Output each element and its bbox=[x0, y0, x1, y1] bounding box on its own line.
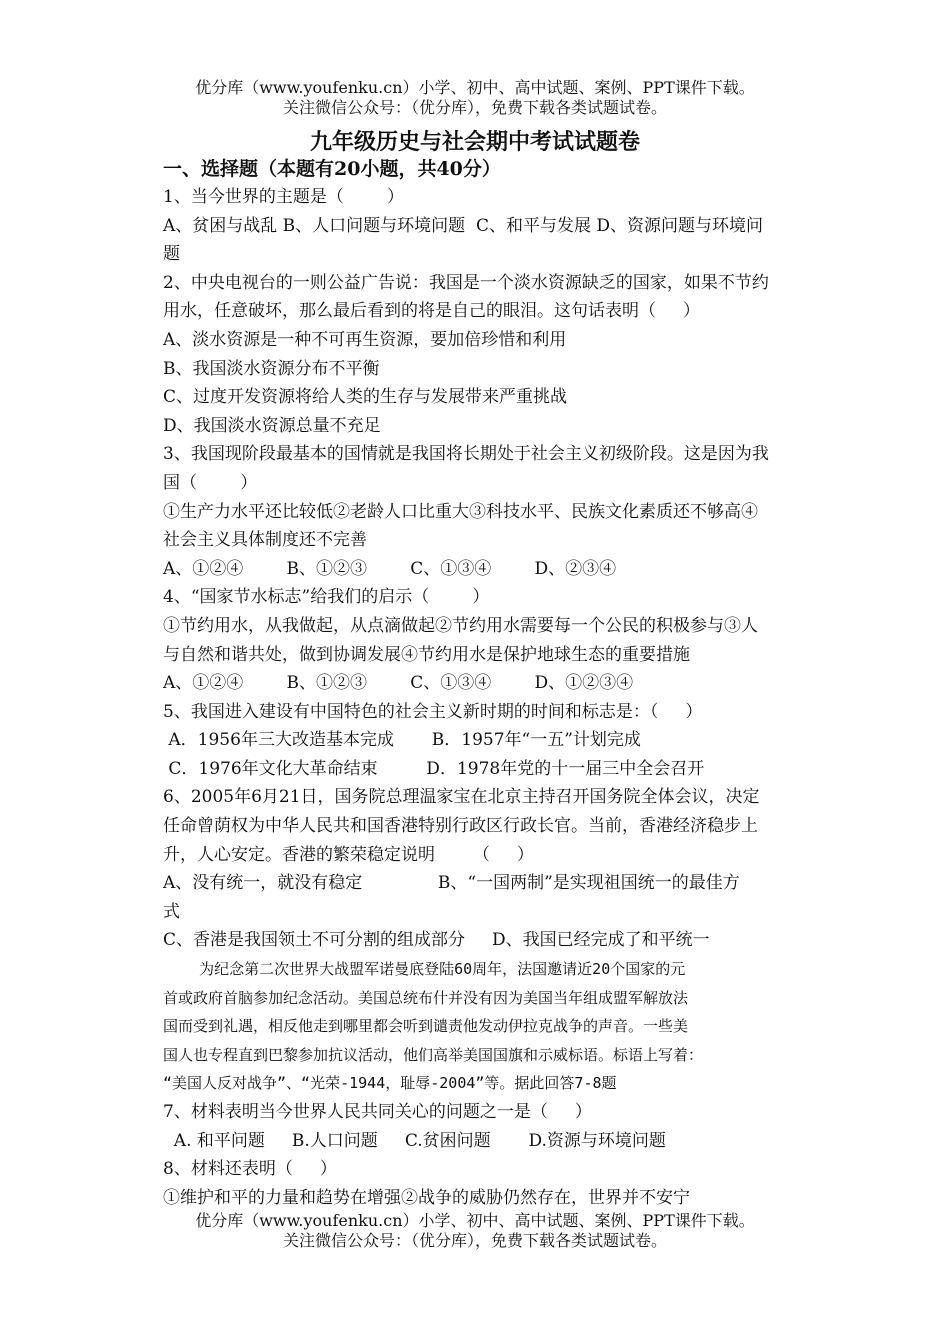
text-line: 5、我国进入建设有中国特色的社会主义新时期的时间和标志是：（ ） bbox=[163, 701, 703, 722]
text-line: C、香港是我国领土不可分割的组成部分 D、我国已经完成了和平统一 bbox=[163, 930, 710, 951]
text-line: 2、中央电视台的一则公益广告说：我国是一个淡水资源缺乏的国家，如果不节约 bbox=[163, 272, 769, 293]
text-line: 8、材料还表明（ ） bbox=[163, 1159, 337, 1180]
text-line: A、贫困与战乱 B、人口问题与环境问题 C、和平与发展 D、资源问题与环境问 bbox=[163, 215, 764, 236]
text-line: B、我国淡水资源分布不平衡 bbox=[163, 358, 380, 379]
text-line: 3、我国现阶段最基本的国情就是我国将长期处于社会主义初级阶段。这是因为我 bbox=[163, 444, 769, 465]
text-line: 题 bbox=[163, 244, 180, 265]
text-line: ①生产力水平还比较低②老龄人口比重大③科技水平、民族文化素质还不够高④ bbox=[163, 501, 758, 522]
page-footer bbox=[0, 1211, 950, 1251]
footer-line-1: 优分库（www.youfenku.cn）小学、初中、高中试题、案例、PPT课件下载。 bbox=[195, 1211, 755, 1230]
text-line: ①维护和平的力量和趋势在增强②战争的威胁仍然存在，世界并不安宁 bbox=[163, 1187, 690, 1208]
text-line: A、没有统一，就没有稳定 B、“一国两制”是实现祖国统一的最佳方 bbox=[163, 873, 740, 894]
text-line: 7、材料表明当今世界人民共同关心的问题之一是（ ） bbox=[163, 1102, 592, 1122]
text-line: A、①②④ B、①②③ C、①③④ D、①②③④ bbox=[163, 673, 634, 694]
text-line: 1、当今世界的主题是（ ） bbox=[163, 187, 405, 207]
material-line: 首或政府首脑参加纪念活动。美国总统布什并没有因为美国当年组成盟军解放法 bbox=[163, 988, 689, 1007]
text-line: C．1976年文化大革命结束 D．1978年党的十一届三中全会召开 bbox=[163, 758, 705, 779]
text-line: 升，人心安定。香港的繁荣稳定说明 （ ） bbox=[163, 844, 534, 865]
text-line: D、我国淡水资源总量不充足 bbox=[163, 415, 381, 436]
text-line: A、①②④ B、①②③ C、①③④ D、②③④ bbox=[163, 558, 617, 579]
material-line: 国人也专程直到巴黎参加抗议活动，他们高举美国国旗和示威标语。标语上写着： bbox=[163, 1045, 704, 1064]
text-line: A、淡水资源是一种不可再生资源，要加倍珍惜和利用 bbox=[163, 329, 567, 350]
page-header bbox=[0, 78, 950, 118]
text-line: A. 和平问题 B.人口问题 C.贫困问题 D.资源与环境问题 bbox=[163, 1130, 666, 1151]
text-line: 国（ ） bbox=[163, 472, 258, 493]
material-line: “美国人反对战争”、“光荣-1944，耻辱-2004”等。据此回答7-8题 bbox=[163, 1074, 617, 1093]
material-line: 为纪念第二次世界大战盟军诺曼底登陆60周年，法国邀请近20个国家的元 bbox=[163, 960, 686, 979]
header-line-2: 关注微信公众号：（优分库），免费下载各类试题试卷。 bbox=[282, 98, 667, 117]
text-line: ①节约用水，从我做起，从点滴做起②节约用水需要每一个公民的积极参与③人 bbox=[163, 615, 758, 636]
material-line: 国而受到礼遇，相反他走到哪里都会听到谴责他发动伊拉克战争的声音。一些美 bbox=[163, 1017, 689, 1036]
footer-line-2: 关注微信公众号：（优分库），免费下载各类试题试卷。 bbox=[282, 1231, 667, 1250]
text-line: 社会主义具体制度还不完善 bbox=[163, 530, 367, 551]
exam-title: 九年级历史与社会期中考试试题卷 bbox=[309, 129, 640, 155]
header-line-1: 优分库（www.youfenku.cn）小学、初中、高中试题、案例、PPT课件下载。 bbox=[195, 78, 755, 97]
section-heading: 一、选择题（本题有20小题，共40分） bbox=[163, 158, 501, 180]
text-line: 与自然和谐共处，做到协调发展④节约用水是保护地球生态的重要措施 bbox=[163, 644, 690, 665]
text-line: A．1956年三大改造基本完成 B．1957年“一五”计划完成 bbox=[163, 730, 641, 751]
text-line: C、过度开发资源将给人类的生存与发展带来严重挑战 bbox=[163, 387, 568, 408]
text-line: 用水，任意破坏，那么最后看到的将是自己的眼泪。这句话表明（ ） bbox=[163, 301, 701, 322]
question-body bbox=[163, 183, 853, 1212]
text-line: 6、2005年6月21日，国务院总理温家宝在北京主持召开国务院全体会议，决定 bbox=[163, 787, 760, 808]
text-line: 式 bbox=[163, 901, 180, 922]
text-line: 4、“国家节水标志”给我们的启示（ ） bbox=[163, 587, 490, 608]
text-line: 任命曾荫权为中华人民共和国香港特别行政区行政长官。当前，香港经济稳步上 bbox=[163, 816, 758, 837]
